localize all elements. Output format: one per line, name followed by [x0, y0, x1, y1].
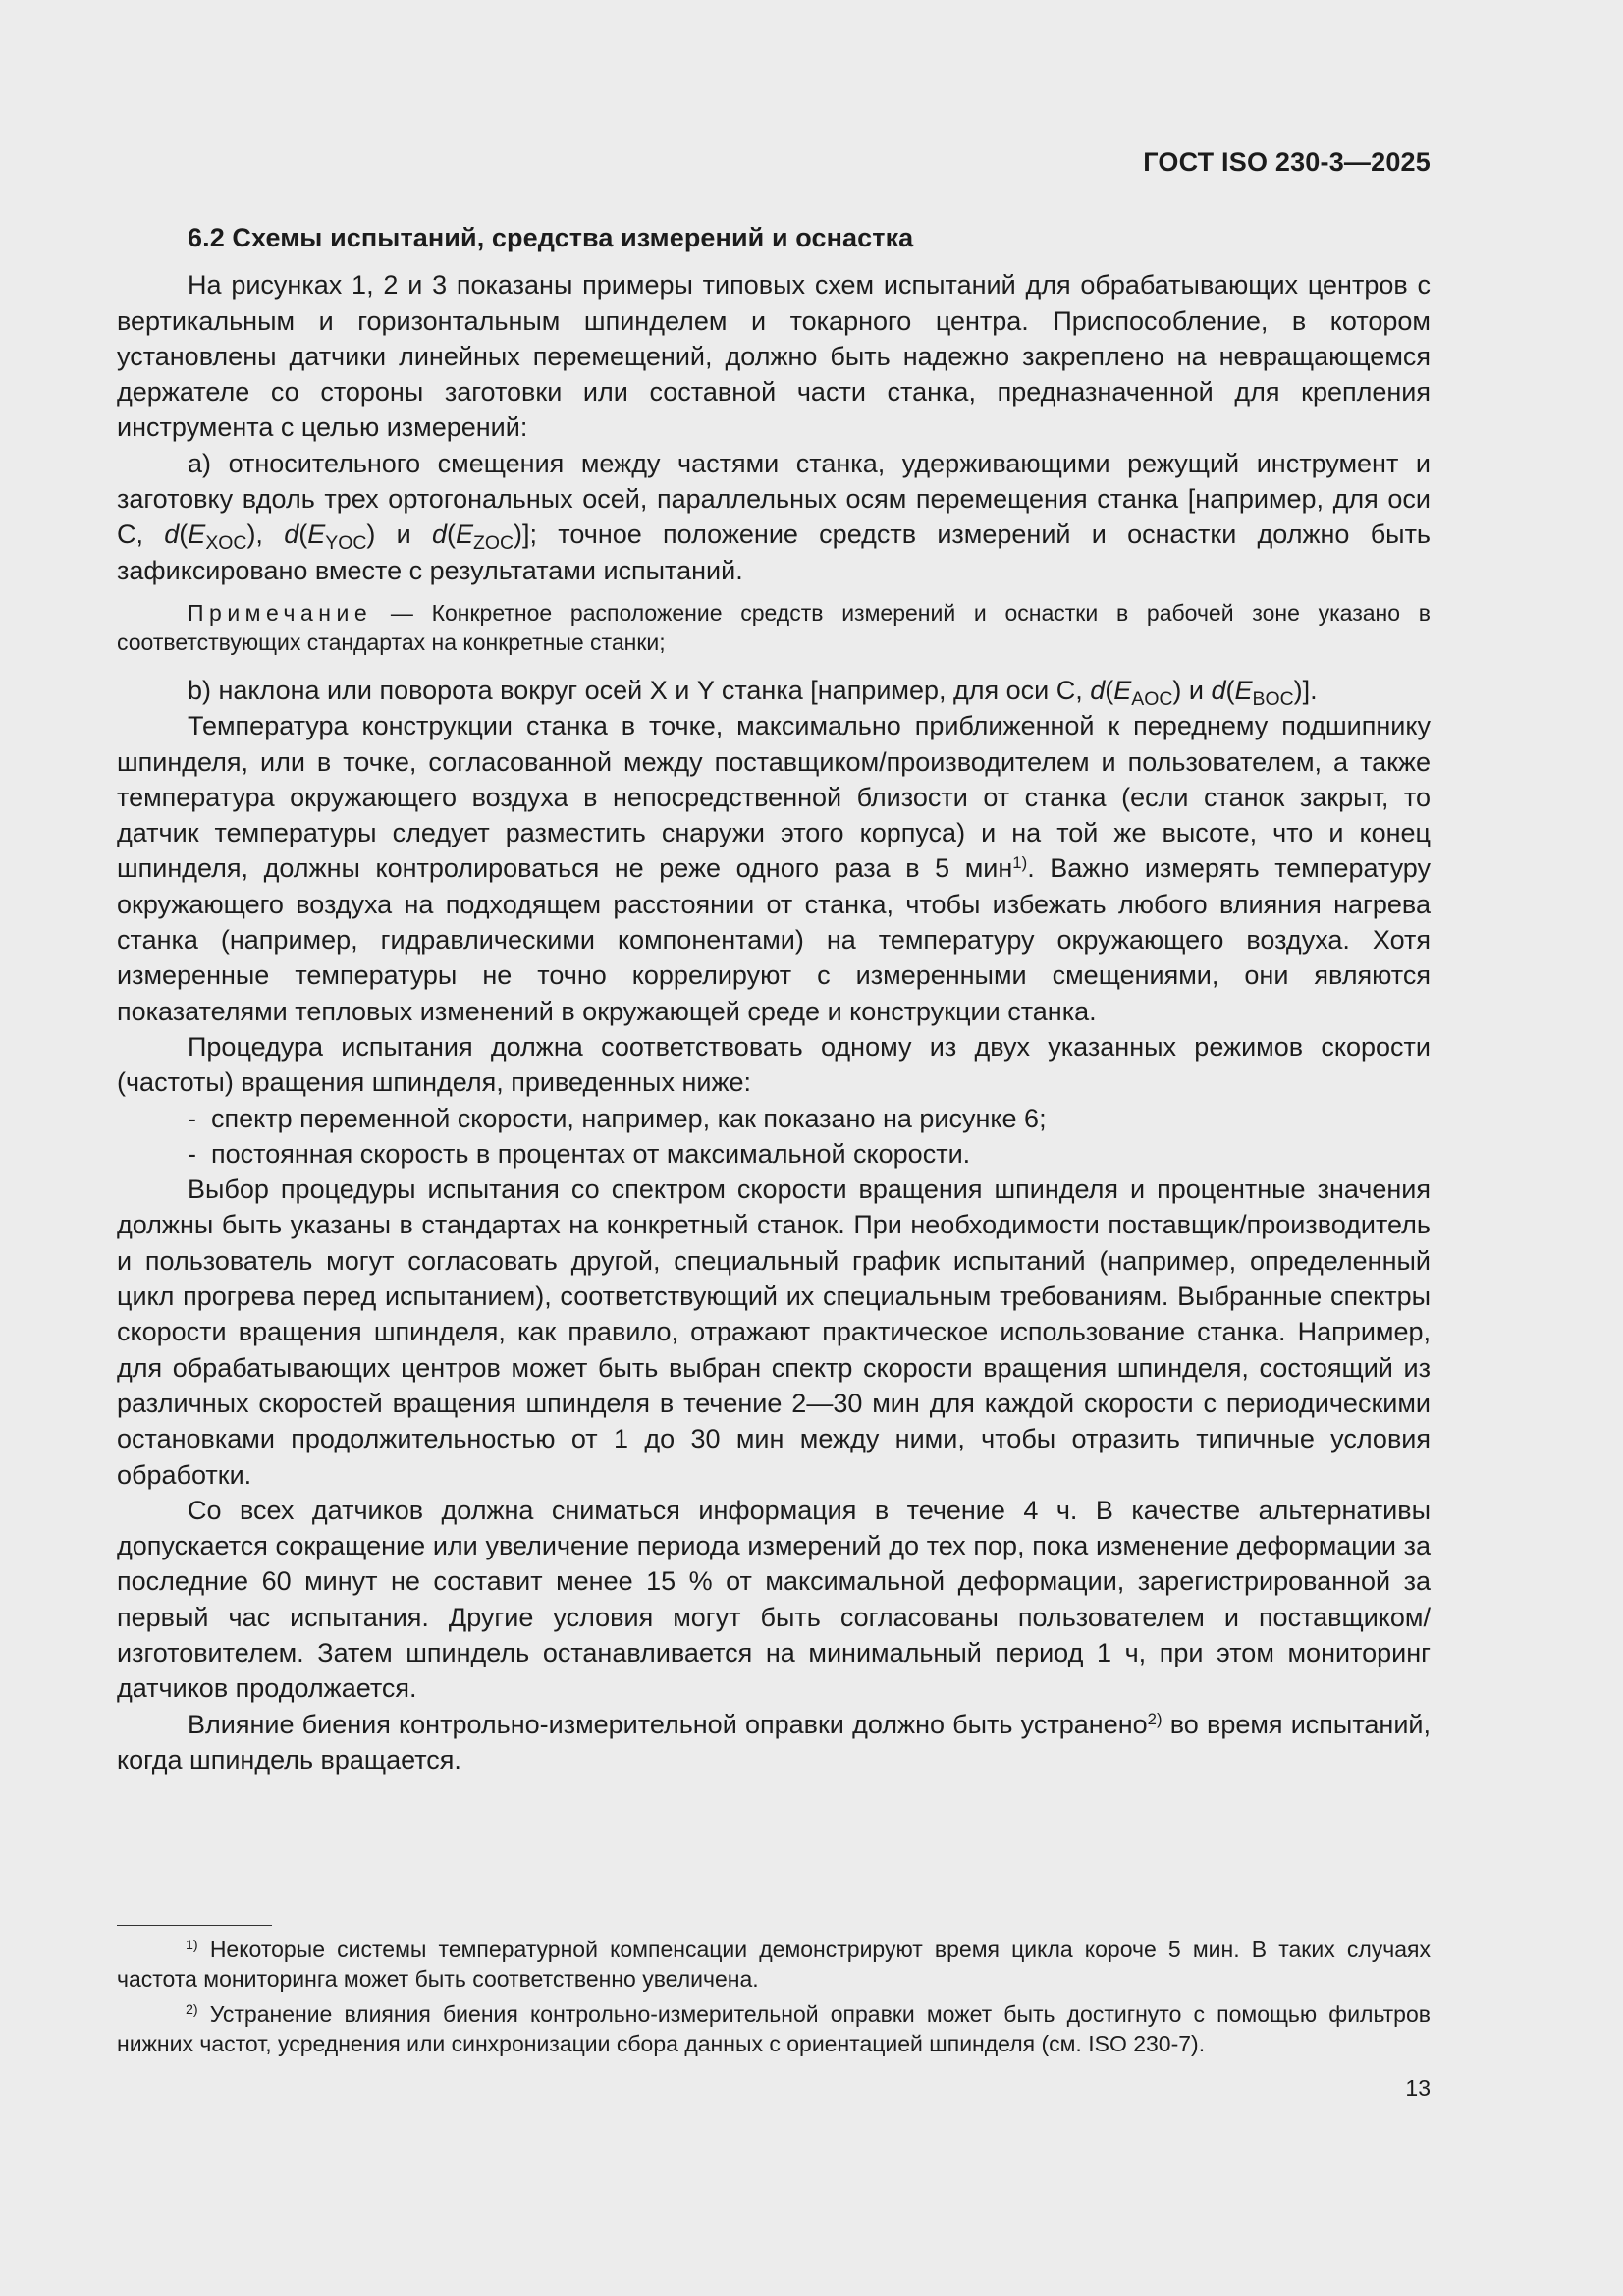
dash-mark: -: [188, 1103, 196, 1133]
footnote-1: [117, 1935, 1431, 1994]
footnote-ref-2[interactable]: 2): [1147, 1709, 1163, 1728]
dash-item-1: [117, 1101, 1431, 1136]
footnote-2: [117, 1999, 1431, 2058]
document-code: ГОСТ ISO 230-3—2025: [1143, 147, 1431, 177]
footnote-divider: [117, 1925, 272, 1926]
dash-item-1-text: спектр переменной скорости, например, как показано на рисунке 6;: [211, 1103, 1047, 1133]
dash-item-2-text: постоянная скорость в процентах от максимальной скорости.: [211, 1138, 971, 1169]
paragraph-procedure: Процедура испытания должна соответствовать одному из двух указанных режимов скорости (частоты) вращения шпинделя, приведенных ниже:: [117, 1031, 1431, 1098]
runout-text-1: Влияние биения контрольно-измерительной оправки должно быть устранено: [188, 1709, 1148, 1739]
paragraph-sensors: Со всех датчиков должна сниматься информация в течение 4 ч. В качестве альтернативы допускается сокращение или увеличение периода измерений до тех пор, пока изменение деформации за последние 60 минут не составит менее 15 % от максимальной деформации, зарегистрированной за первый час испытания. Другие условия могут быть согласованы пользователем и поставщиком/изготовителем. Затем шпиндель останавливается на минимальный период 1 ч, при этом мониторинг датчиков продолжается.: [117, 1495, 1431, 1704]
dash-mark: -: [188, 1138, 196, 1169]
footnote-1-mark: 1): [186, 1938, 198, 1954]
dash-item-2: [117, 1136, 1431, 1172]
paragraph-choice: Выбор процедуры испытания со спектром скорости вращения шпинделя и процентные значения должны быть указаны в стандартах на конкретный станок. При необходимости поставщик/производитель и пользователь могут согласовать другой, специальный график испытаний (например, определенный цикл прогрева перед испытанием), соответствующий их специальным требованиям. Выбранные спектры скорости вращения шпинделя, как правило, отражают практическое использование станка. Например, для обрабатывающих центров может быть выбран спектр скорости вращения шпинделя, состоящий из различных скоростей вращения шпинделя в течение 2—30 мин для каждой скорости с периодическими остановками продолжительностью от 1 до 30 мин между ними, чтобы отразить типичные условия обработки.: [117, 1175, 1431, 1490]
list-item-b: b) наклона или поворота вокруг осей X и Y станка [например, для оси C, $d(E_{AOC})$ и $d(E_{BOC})$].: [188, 675, 1318, 710]
paragraph-intro: На рисунках 1, 2 и 3 показаны примеры типовых схем испытаний для обрабатывающих центров с вертикальным и горизонтальным шпинделем и токарного центра. Приспособление, в котором установлены датчики линейных перемещений, должно быть надежно закреплено на невращающемся держателе со стороны заготовки или составной части станка, предназначенной для крепления инструмента с целью измерений:: [117, 270, 1431, 443]
note: [117, 598, 1431, 657]
note-label: Примечание: [188, 599, 373, 626]
note-text: — Конкретное расположение средств измерений и оснастки в рабочей зоне указано в соответствующих стандартах на конкретные станки;: [117, 599, 1431, 655]
footnote-1-text: Некоторые системы температурной компенсации демонстрируют время цикла короче 5 мин. В таких случаях частота мониторинга может быть соответственно увеличена.: [117, 1937, 1431, 1992]
paragraph-temperature: [117, 708, 1431, 1029]
temperature-text-2: . Важно измерять температуру окружающего воздуха на подходящем расстоянии от станка, чтобы избежать любого влияния нагрева станка (например, гидравлическими компонентами) на температуру окружающего воздуха. Хотя измеренные температуры не точно коррелируют с измеренными смещениями, они являются показателями тепловых изменений в окружающей среде и конструкции станка.: [117, 853, 1431, 1026]
footnote-ref-1[interactable]: 1): [1012, 853, 1028, 873]
item-b-lead: b) наклона или поворота вокруг осей X и Y станка [например, для оси C,: [188, 675, 1091, 705]
footnote-2-mark: 2): [186, 2002, 198, 2019]
item-a-tail: )]; точное положение средств измерений и оснастки должно быть зафиксировано вместе с результатами испытаний.: [117, 519, 1432, 585]
item-b-sub-1: AOC: [1131, 687, 1173, 710]
item-a-lead: а) относительного смещения между частями станка, удерживающими режущий инструмент и заготовку вдоль трех ортогональных осей, параллельных осям перемещения станка [например, для оси C,: [117, 448, 1431, 550]
item-b-tail: )].: [1293, 675, 1318, 705]
item-a-sub-1: XOC: [205, 532, 247, 555]
runout-text-2: во время испытаний, когда шпиндель вращается.: [117, 1709, 1431, 1775]
item-a-sub-2: YOC: [325, 532, 367, 555]
temperature-text-1: Температура конструкции станка в точке, максимально приближенной к переднему подшипнику шпинделя, или в точке, согласованной между поставщиком/производителем и пользователем, а также температура окружающего воздуха в непосредственной близости от станка (если станок закрыт, то датчик температуры следует разместить снаружи этого корпуса) и на той же высоте, что и конец шпинделя, должны контролироваться не реже одного раза в 5 мин: [117, 711, 1431, 884]
footnotes: [117, 1935, 1431, 2064]
footnote-2-text: Устранение влияния биения контрольно-измерительной оправки может быть достигнуто с помощью фильтров нижних частот, усреднения или синхронизации сбора данных с ориентацией шпинделя (см. ISO 230-7).: [117, 2001, 1431, 2056]
paragraph-runout: [117, 1707, 1431, 1778]
page-number: 13: [1405, 2075, 1431, 2101]
item-b-sub-2: BOC: [1252, 687, 1294, 710]
section-title: 6.2 Схемы испытаний, средства измерений и оснастка: [188, 223, 914, 252]
item-a-sub-3: ZOC: [473, 532, 514, 555]
list-item-a: а) относительного смещения между частями станка, удерживающими режущий инструмент и заготовку вдоль трех ортогональных осей, параллельных осям перемещения станка [например, для оси C, $d(E_{XOC})$, $d(E_{YOC})$ и $d(E_{ZOC})$]; точное положение средств измерений и оснастки должно быть зафиксировано вместе с результатами испытаний.: [117, 448, 1432, 585]
main-content: [117, 220, 1431, 1777]
